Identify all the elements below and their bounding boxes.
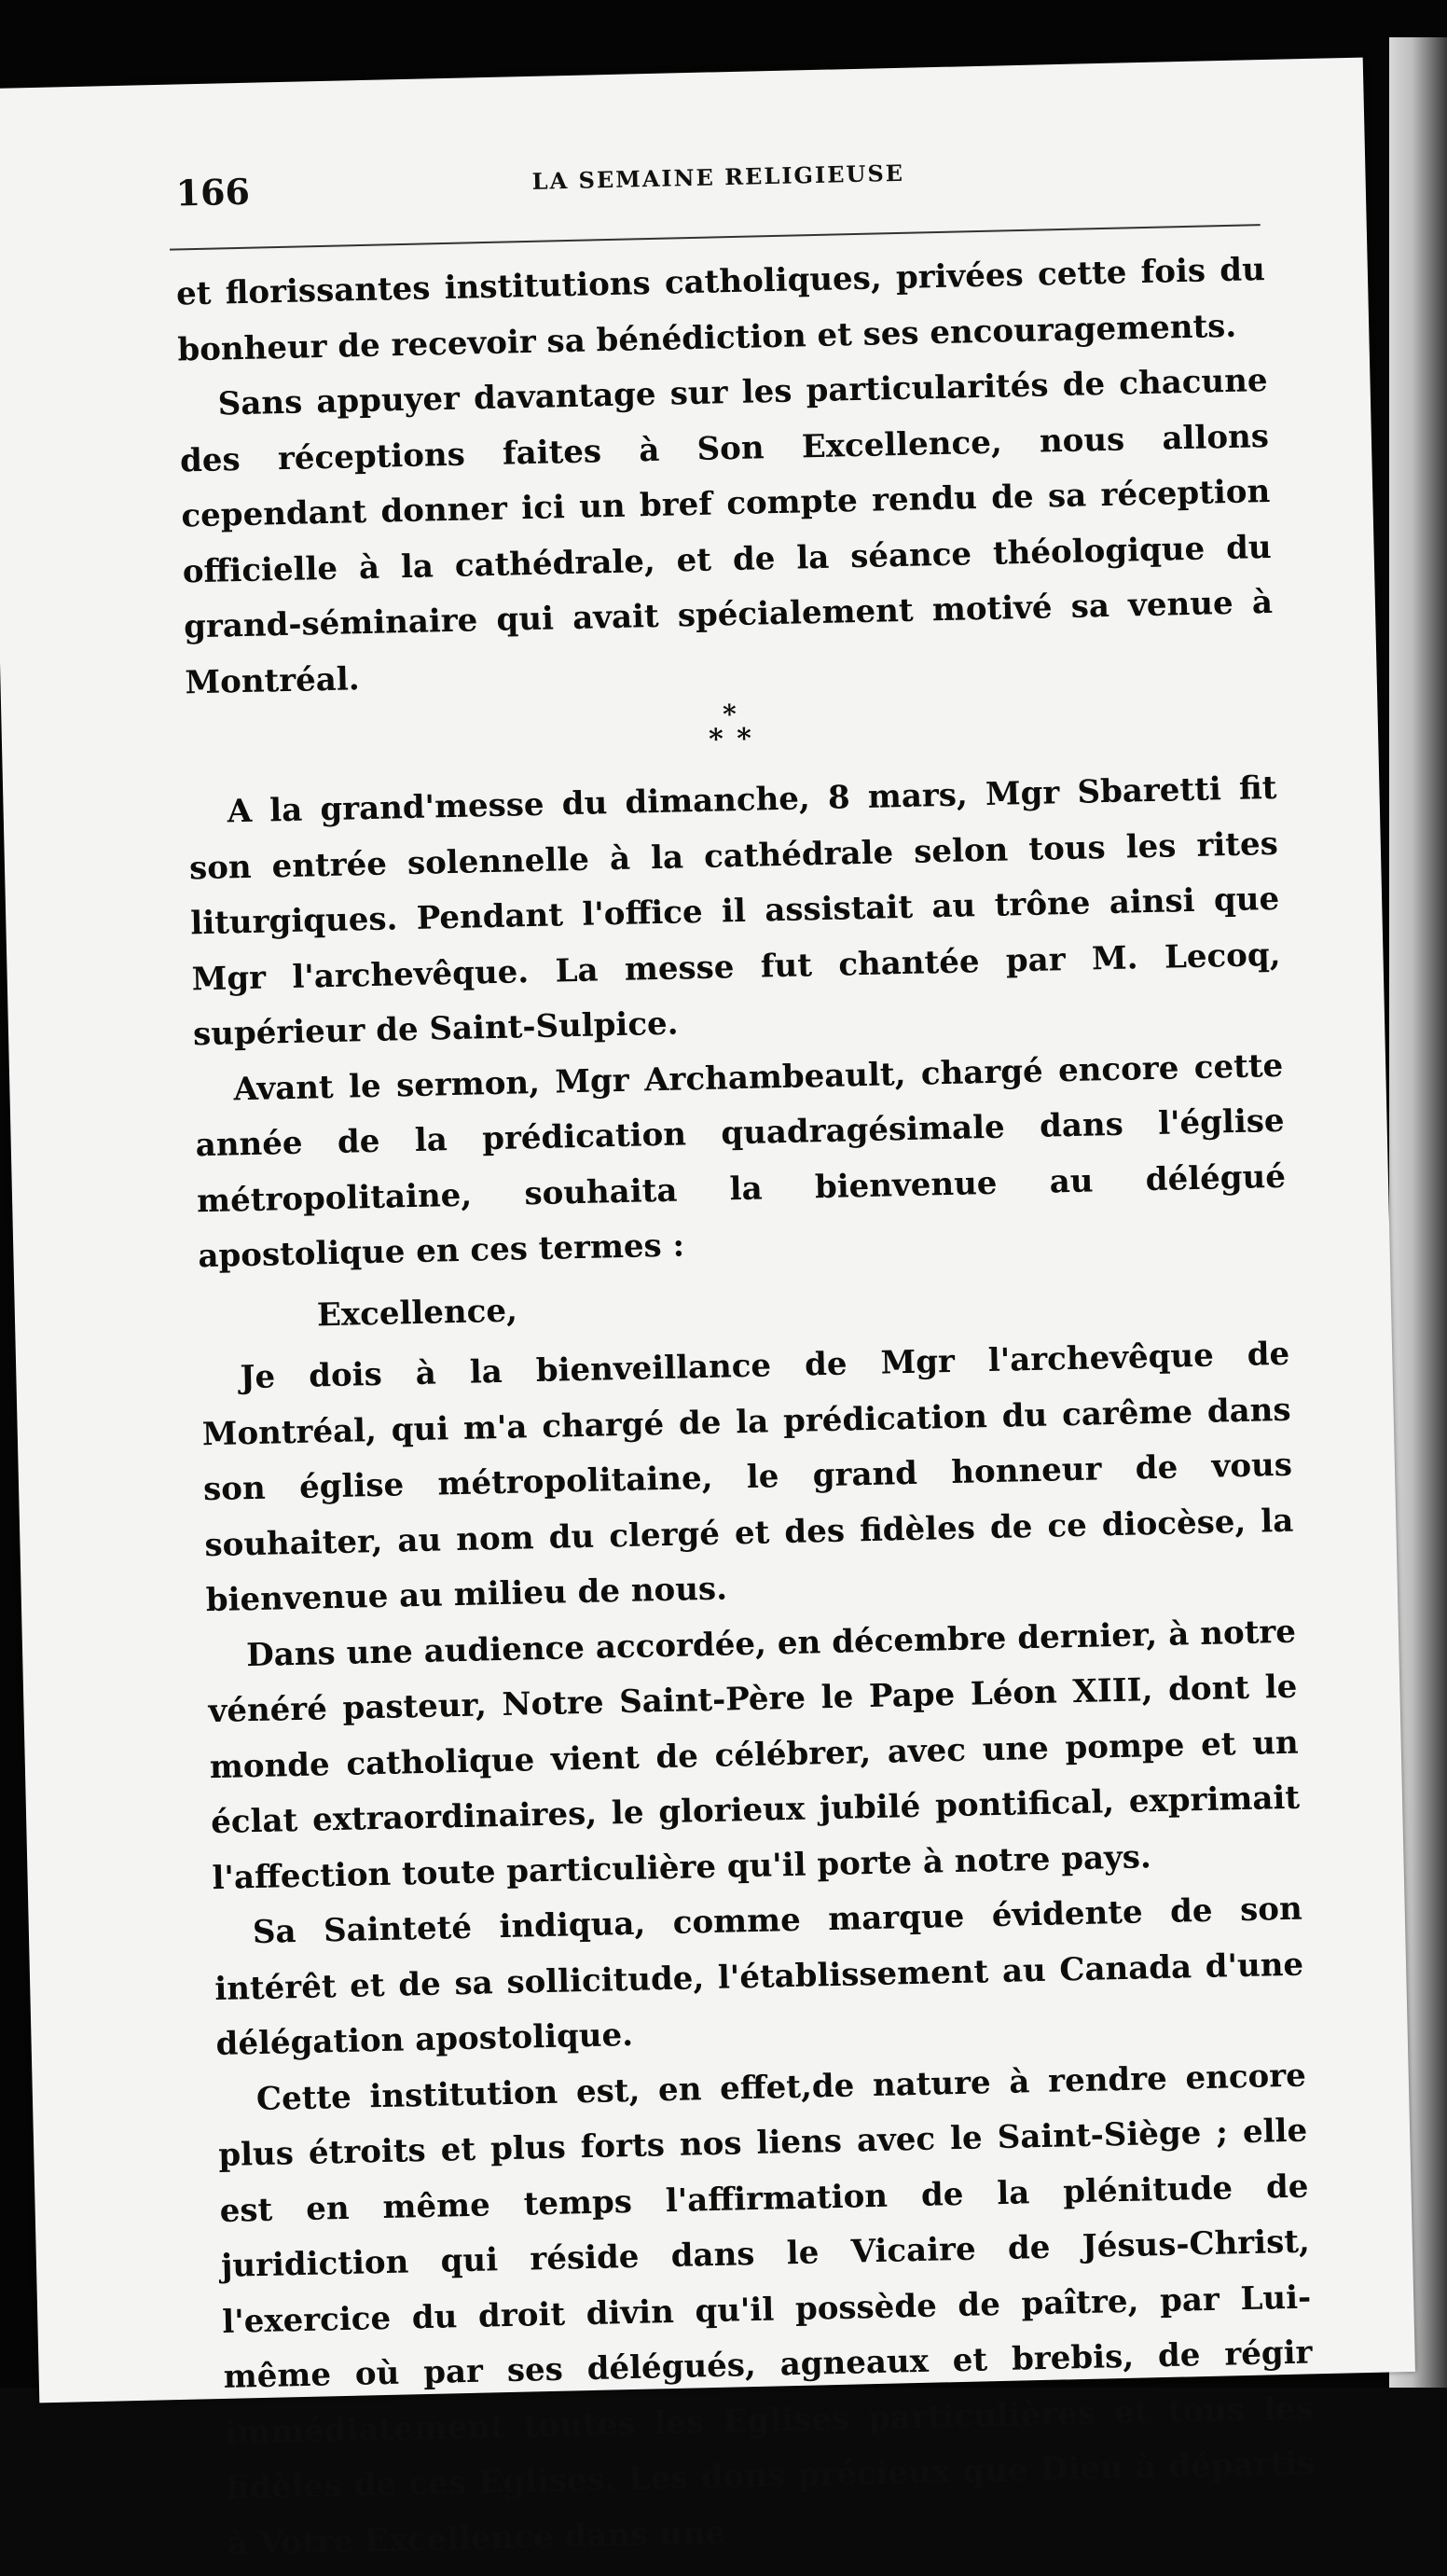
paragraph-mass: A la grand'messe du dimanche, 8 mars, Mgr Sbaretti fit son entrée solennelle à la cathédrale selon tous les rites liturgiques. Pendant l'office il assistait au trône ainsi que Mgr l'archevêque. La messe fut chantée par M. Lecoq, supérieur de Saint-Sulpice. xyxy=(188,769,1281,1054)
separator-top-star: * xyxy=(722,698,739,730)
paragraph-address-3: Sa Sainteté indiqua, comme marque évidente de son intérêt et de sa sollicitude, l'établissement au Canada d'une délégation apostolique. xyxy=(214,1890,1304,2064)
paragraph-continuation: et florissantes institutions catholiques, privées cette fois du bonheur de recevoir sa bénédiction et ses encouragements. xyxy=(175,251,1266,368)
book-page xyxy=(0,58,1415,2563)
article-body xyxy=(175,242,1316,2572)
paragraph-address-1: Je dois à la bienveillance de Mgr l'archevêque de Montréal, qui m'a chargé de la prédication du carême dans son église métropolitaine, le grand honneur de vous souhaiter, au nom du clergé et des fidèles de ce diocèse, la bienvenue au milieu de nous. xyxy=(201,1335,1294,1620)
paragraph-intro: Sans appuyer davantage sur les particularités de chacune des réceptions faites à Son Excellence, nous allons cependant donner ici un bref compte rendu de sa réception officielle à la cathédrale, et de la séance théologique du grand-séminaire qui avait spécialement motivé sa venue à Montréal. xyxy=(179,361,1274,701)
paragraph-address-2: Dans une audience accordée, en décembre dernier, à notre vénéré pasteur, Notre Saint-Père le Pape Léon XIII, dont le monde catholique vient de célébrer, avec une pompe et un éclat extraordinaires, le glorieux jubilé pontifical, exprimait l'affection toute particulière qu'il porte à notre pays. xyxy=(208,1613,1301,1897)
separator-bottom-stars: * * xyxy=(708,722,754,756)
page-number: 166 xyxy=(175,170,251,215)
paragraph-address-4: Cette institution est, en effet,de nature à rendre encore plus étroits et plus forts nos liens avec le Saint-Siège ; elle est en même temps l'affirmation de la plénitude de juridiction qui réside dans le Vicaire de Jésus-Christ, l'exercice du droit divin qu'il possède de paître, par Lui-même où par ses délégués, agneaux et brebis, de régir immédiatement toutes les Eglises particulières et tous les fidèles de ces Eglises. Les dons précieux que Dieu à départis à Votre Excellence dans une xyxy=(217,2057,1316,2563)
paragraph-sermon: Avant le sermon, Mgr Archambeault, chargé encore cette année de la prédication quadragésimale dans l'église métropolitaine, souhaita la bienvenue au délégué apostolique en ces termes : xyxy=(195,1046,1287,1276)
salutation: Excellence, xyxy=(316,1292,518,1334)
running-title: LA SEMAINE RELIGIEUSE xyxy=(531,159,905,195)
page-header xyxy=(168,145,1269,227)
